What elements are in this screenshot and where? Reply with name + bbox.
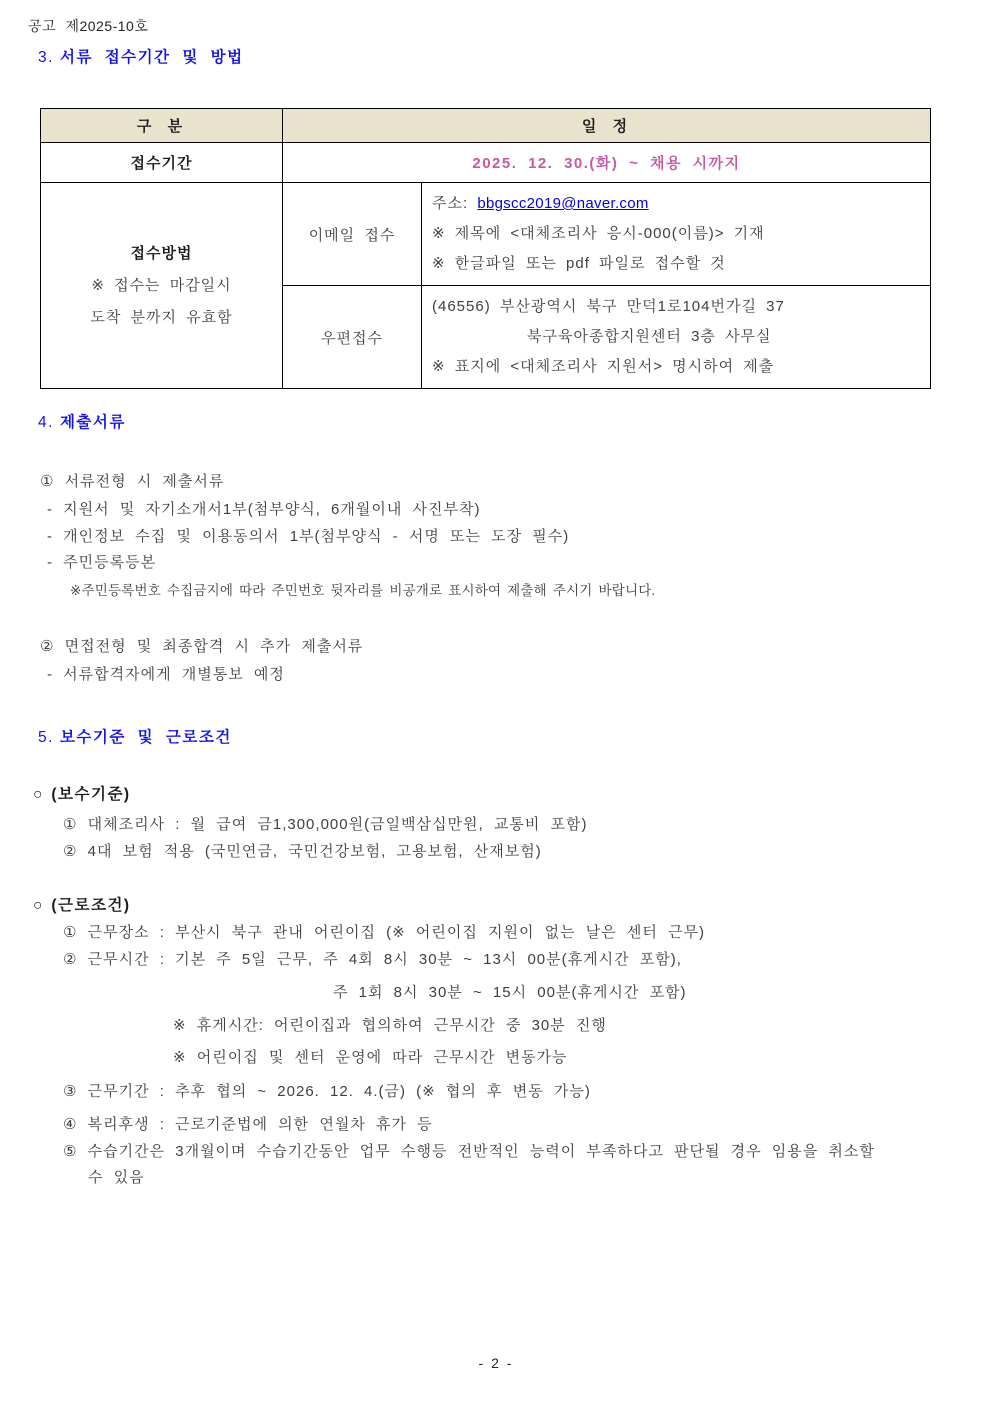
header-cell-schedule (283, 109, 931, 143)
section4-number: 4. (38, 414, 54, 431)
method-label: 접수방법 (130, 244, 193, 262)
submit-docs-item1: ① 서류전형 시 제출서류 (40, 473, 225, 490)
section5-number: 5. (38, 729, 54, 746)
table-header-row (41, 109, 931, 143)
section3-title: 서류 접수기간 및 방법 (59, 49, 244, 66)
method-note-line1: ※ 접수는 마감일시 (91, 276, 232, 294)
submit-docs-item2-sub1: - 서류합격자에게 개별통보 예정 (47, 666, 285, 683)
section4-title: 제출서류 (59, 414, 126, 431)
post-address-line2: 북구육아종합지원센터 3층 사무실 (527, 328, 772, 345)
post-note: ※ 표지에 <대체조리사 지원서> 명시하여 제출 (432, 358, 775, 375)
submit-docs-item1-sub2: - 개인정보 수집 및 이용동의서 1부(첨부양식 - 서명 또는 도장 필수) (47, 528, 570, 545)
work-item5-probation: ⑤ 수습기간은 3개월이며 수습기간동안 업무 수행등 전반적인 능력이 부족하다고 판단될 경우 임용을 취소할 (63, 1143, 875, 1160)
email-address-prefix: 주소: (432, 195, 469, 212)
section5-title: 보수기준 및 근로조건 (59, 729, 232, 746)
work-item2-hours-cont: 주 1회 8시 30분 ~ 15시 00분(휴게시간 포함) (333, 984, 687, 1001)
post-detail-cell (422, 286, 931, 389)
work-item2-hours: ② 근무시간 : 기본 주 5일 근무, 주 4회 8시 30분 ~ 13시 00분(휴게시간 포함), (63, 951, 682, 968)
period-value-cell (283, 143, 931, 183)
pay-item2: ② 4대 보험 적용 (국민연금, 국민건강보험, 고용보험, 산재보험) (63, 843, 542, 860)
method-note-line2: 도착 분까지 유효함 (90, 308, 233, 326)
header-schedule-label: 일 정 (581, 118, 632, 135)
period-row (41, 143, 931, 183)
application-schedule-table (40, 108, 931, 389)
section4-heading (38, 413, 126, 433)
pay-item1: ① 대체조리사 : 월 급여 금1,300,000원(금일백삼십만원, 교통비 포함) (63, 816, 588, 833)
period-label: 접수기간 (130, 155, 193, 172)
pay-standard-label: (보수기준) (51, 786, 131, 803)
work-item4-welfare: ④ 복리후생 : 근로기준법에 의한 연월차 휴가 등 (63, 1116, 433, 1133)
doc-number: 공고 제2025-10호 (28, 18, 149, 34)
circle-bullet-icon: ○ (33, 897, 44, 914)
work-item3-period: ③ 근무기간 : 추후 협의 ~ 2026. 12. 4.(금) (※ 협의 후 변동 가능) (63, 1083, 591, 1100)
submit-docs-privacy-note: ※주민등록번호 수집금지에 따라 주민번호 뒷자리를 비공개로 표시하여 제출해 주시기 바랍니다. (70, 583, 656, 598)
section3-number: 3. (38, 49, 54, 66)
email-note-1: ※ 제목에 <대체조리사 응시-000(이름)> 기재 (432, 225, 765, 242)
period-value: 2025. 12. 30.(화) ~ 채용 시까지 (472, 155, 741, 172)
email-note-2: ※ 한글파일 또는 pdf 파일로 접수할 것 (432, 255, 726, 272)
email-label: 이메일 접수 (308, 226, 396, 244)
email-address-line (432, 189, 922, 219)
circle-bullet-icon: ○ (33, 786, 44, 803)
work-item1-place: ① 근무장소 : 부산시 북구 관내 어린이집 (※ 어린이집 지원이 없는 날은 센터 근무) (63, 924, 706, 941)
method-cell (41, 183, 283, 389)
post-label-cell (283, 286, 422, 389)
work-conditions-label: (근로조건) (51, 897, 131, 914)
submit-docs-item1-sub3: - 주민등록등본 (47, 554, 157, 571)
email-row (41, 183, 931, 286)
header-cell-division (41, 109, 283, 143)
work-item5-probation-cont: 수 있음 (88, 1169, 145, 1186)
section5-heading (38, 728, 232, 748)
pay-standard-heading (33, 785, 131, 805)
header-division-label: 구 분 (136, 118, 187, 135)
submit-docs-item1-sub1: - 지원서 및 자기소개서1부(첨부양식, 6개월이내 사진부착) (47, 501, 481, 518)
work-hours-change-note: ※ 어린이집 및 센터 운영에 따라 근무시간 변동가능 (173, 1049, 568, 1066)
period-label-cell (41, 143, 283, 183)
email-detail-cell (422, 183, 931, 286)
email-link[interactable]: bbgscc2019@naver.com (477, 195, 649, 212)
post-address-line1: (46556) 부산광역시 북구 만덕1로104번가길 37 (432, 298, 785, 315)
email-label-cell (283, 183, 422, 286)
work-conditions-heading (33, 896, 131, 916)
submit-docs-item2: ② 면접전형 및 최종합격 시 추가 제출서류 (40, 638, 364, 655)
post-label: 우편접수 (321, 329, 383, 347)
page-number: - 2 - (478, 1355, 514, 1371)
section3-heading (38, 48, 244, 68)
work-break-note: ※ 휴게시간: 어린이집과 협의하여 근무시간 중 30분 진행 (173, 1017, 607, 1034)
